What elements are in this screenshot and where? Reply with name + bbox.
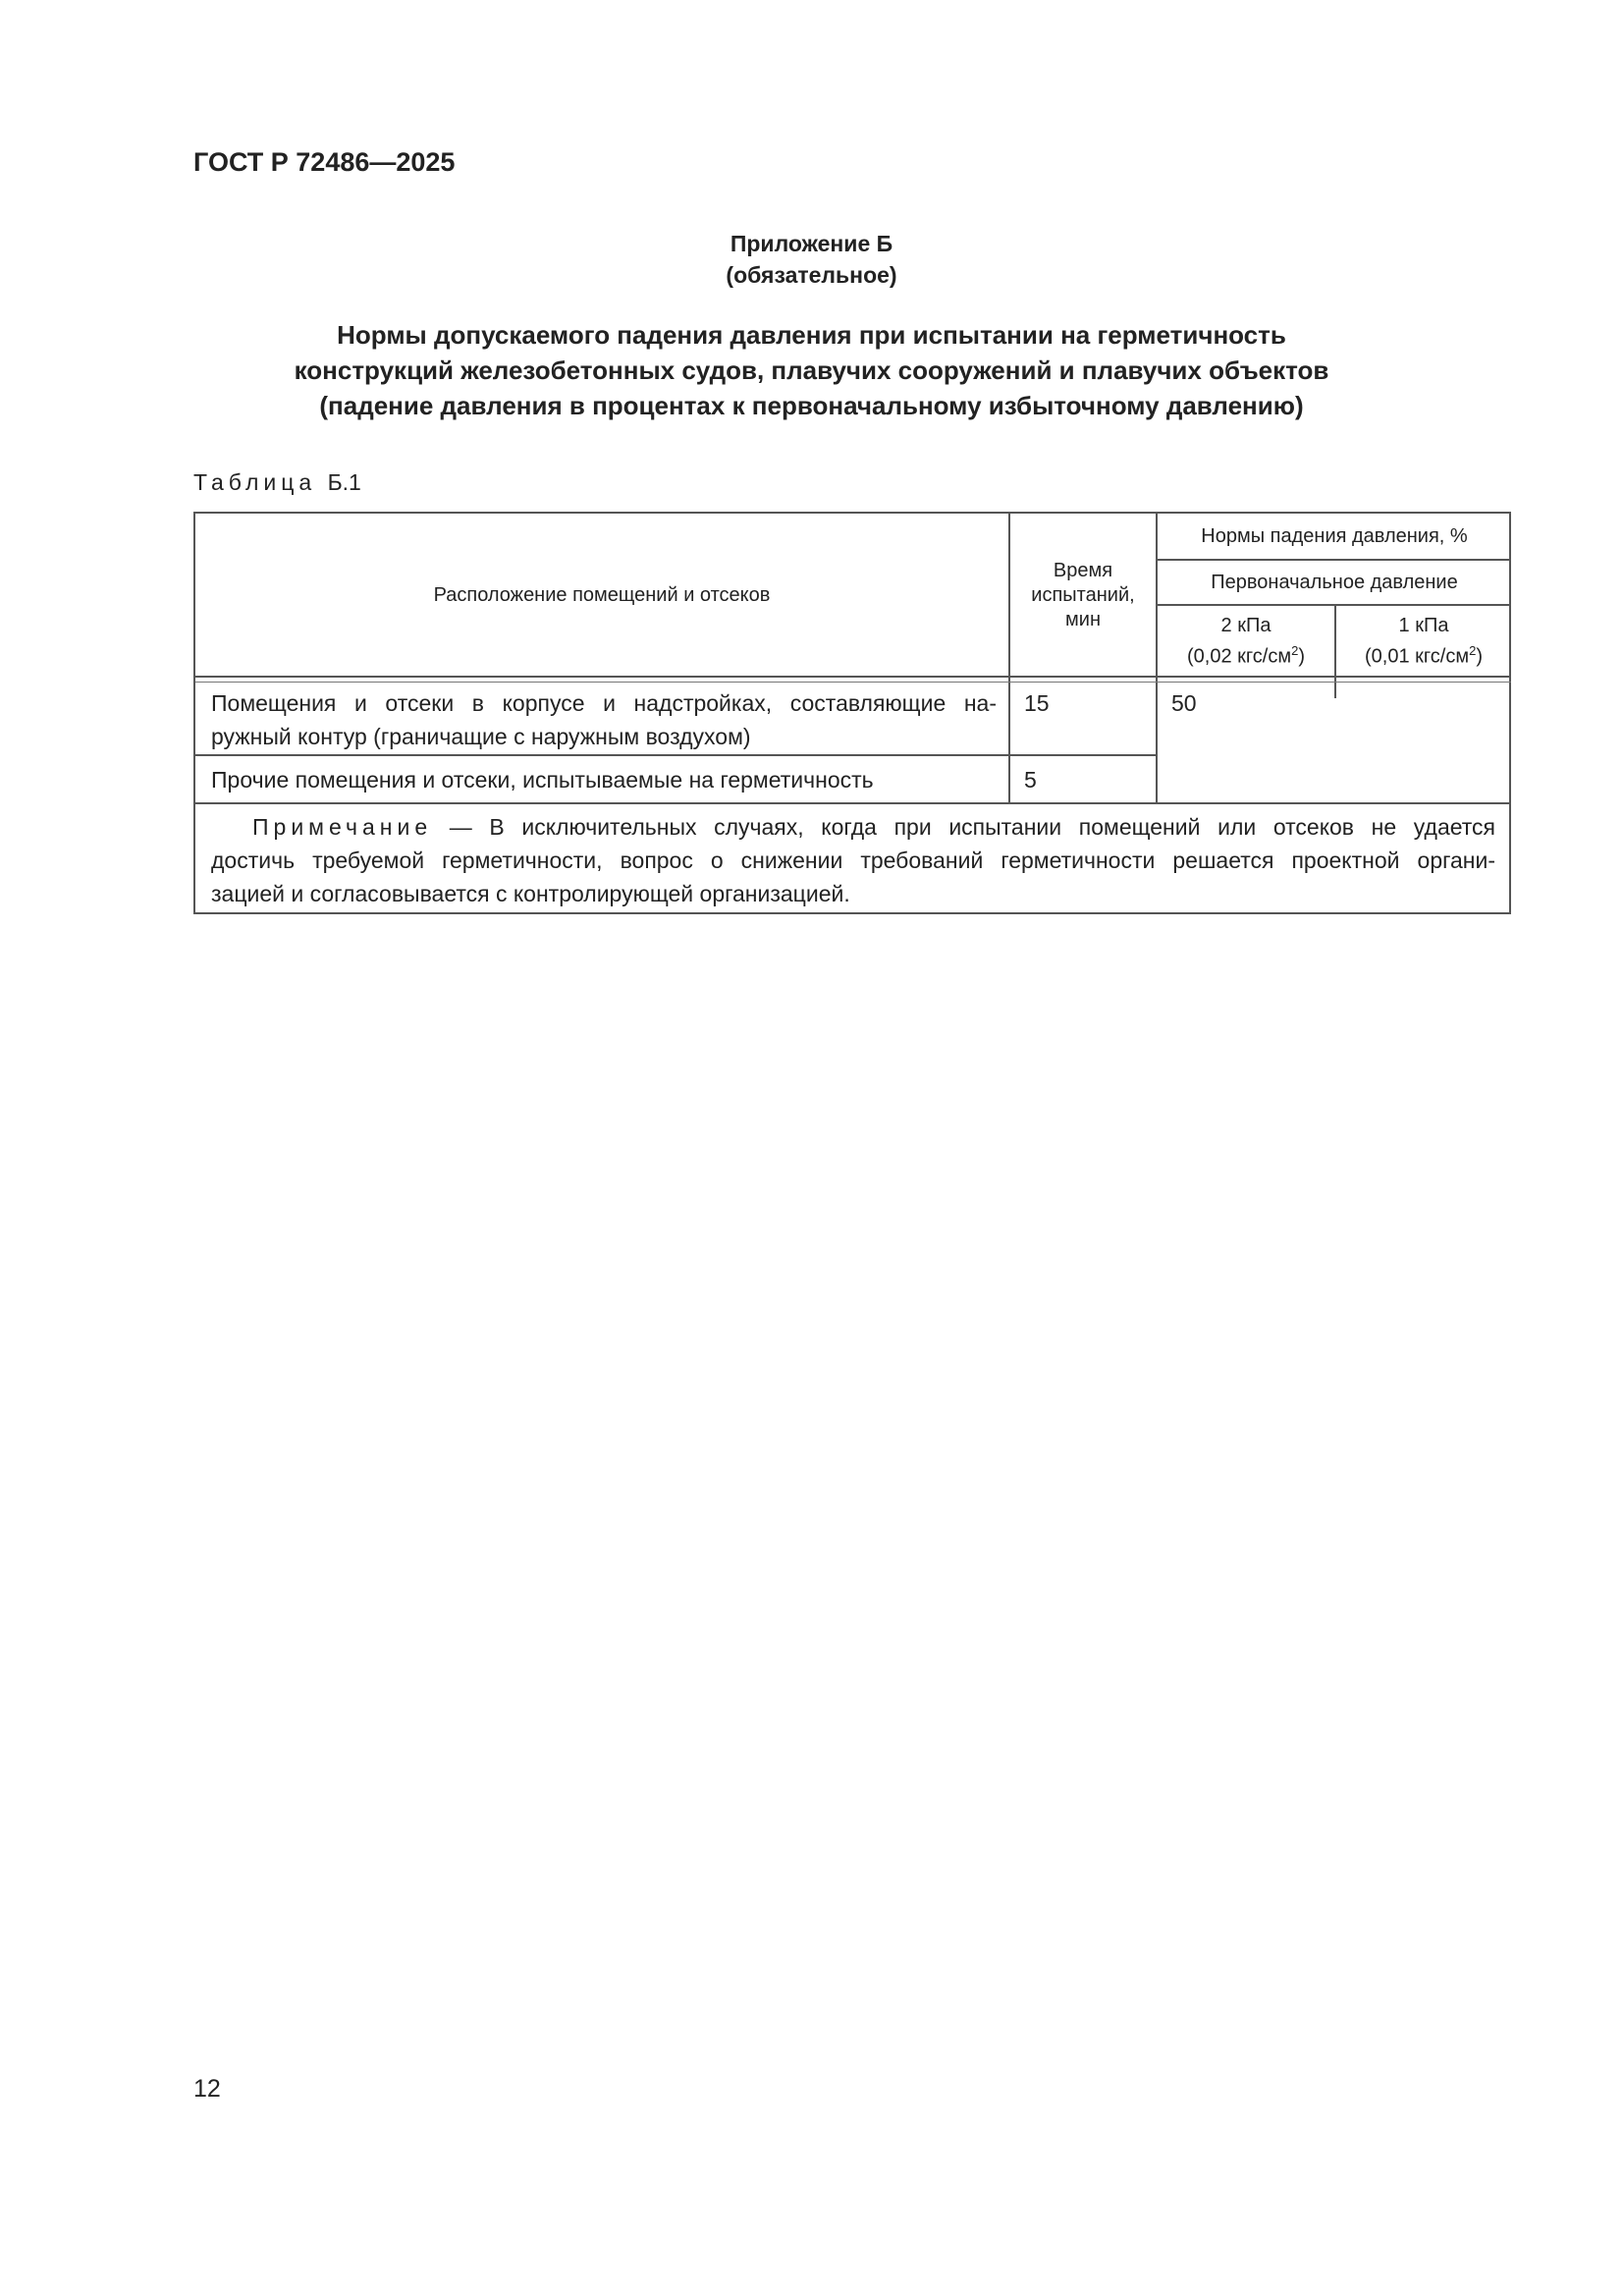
note-line-1-text: — В исключительных случаях, когда при испытании помещений или отсеков не удается (432, 814, 1495, 840)
header-1kpa (1336, 606, 1511, 677)
header-2kpa-sup: 2 (1291, 642, 1299, 658)
table-label-number: Б.1 (327, 469, 361, 495)
header-norms-group: Нормы падения давления, % (1201, 524, 1468, 547)
header-time-line-3: мин (1065, 608, 1101, 630)
row-1-location-line-1: Помещения и отсеки в корпусе и надстройках, составляющие на- (211, 690, 997, 716)
header-initial-pressure: Первоначальное давление (1211, 571, 1458, 593)
header-2kpa-line-1: 2 кПа (1220, 614, 1271, 636)
note-divider (195, 802, 1511, 804)
table-label-word: Таблица (193, 469, 317, 495)
header-2kpa (1158, 606, 1334, 677)
appendix-status: (обязательное) (726, 262, 897, 288)
note-line-2: достичь требуемой герметичности, вопрос о снижении требований герметичности решается проектной органи- (211, 847, 1495, 873)
header-1kpa-unit: (0,01 кгс/см (1365, 645, 1470, 668)
title-line-2: конструкций железобетонных судов, плавучих сооружений и плавучих объектов (294, 355, 1329, 385)
row-1-time: 15 (1024, 690, 1050, 716)
document-header: ГОСТ Р 72486—2025 (193, 147, 456, 177)
note-prefix: Примечание (252, 814, 433, 840)
header-2kpa-close: ) (1298, 645, 1305, 668)
header-2kpa-line-2 (1187, 638, 1305, 670)
table-note (211, 810, 1495, 910)
appendix-title: Приложение Б (730, 231, 893, 256)
header-1kpa-sup: 2 (1469, 642, 1477, 658)
appendix-heading (0, 228, 1623, 291)
row-2-time: 5 (1024, 767, 1037, 793)
title-line-1: Нормы допускаемого падения давления при испытании на герметичность (337, 320, 1286, 350)
row-2-location: Прочие помещения и отсеки, испытываемые на герметичность (211, 767, 874, 793)
note-line-1 (211, 810, 1495, 844)
row-1-norm: 50 (1171, 690, 1197, 716)
note-line-3: зацией и согласовывается с контролирующей организацией. (211, 881, 850, 906)
page-number: 12 (193, 2075, 221, 2103)
header-2kpa-unit: (0,02 кгс/см (1187, 645, 1292, 668)
appendix-main-title (0, 317, 1623, 423)
row-divider (195, 754, 1156, 756)
table-label (193, 469, 361, 496)
header-time-line-2: испытаний, (1031, 583, 1135, 606)
header-time (1010, 514, 1156, 677)
header-time-line-1: Время (1053, 559, 1113, 581)
header-bottom-line-double (195, 682, 1511, 683)
header-1kpa-line-1: 1 кПа (1398, 614, 1449, 636)
title-line-3: (падение давления в процентах к первоначальному избыточному давлению) (319, 391, 1304, 420)
header-1kpa-close: ) (1476, 645, 1483, 668)
header-1kpa-line-2 (1365, 638, 1483, 670)
pressure-norms-table (193, 512, 1511, 914)
row-1-location (211, 686, 997, 753)
row-1-location-line-2: ружный контур (граничащие с наружным воздухом) (211, 724, 751, 749)
header-location: Расположение помещений и отсеков (433, 583, 771, 606)
